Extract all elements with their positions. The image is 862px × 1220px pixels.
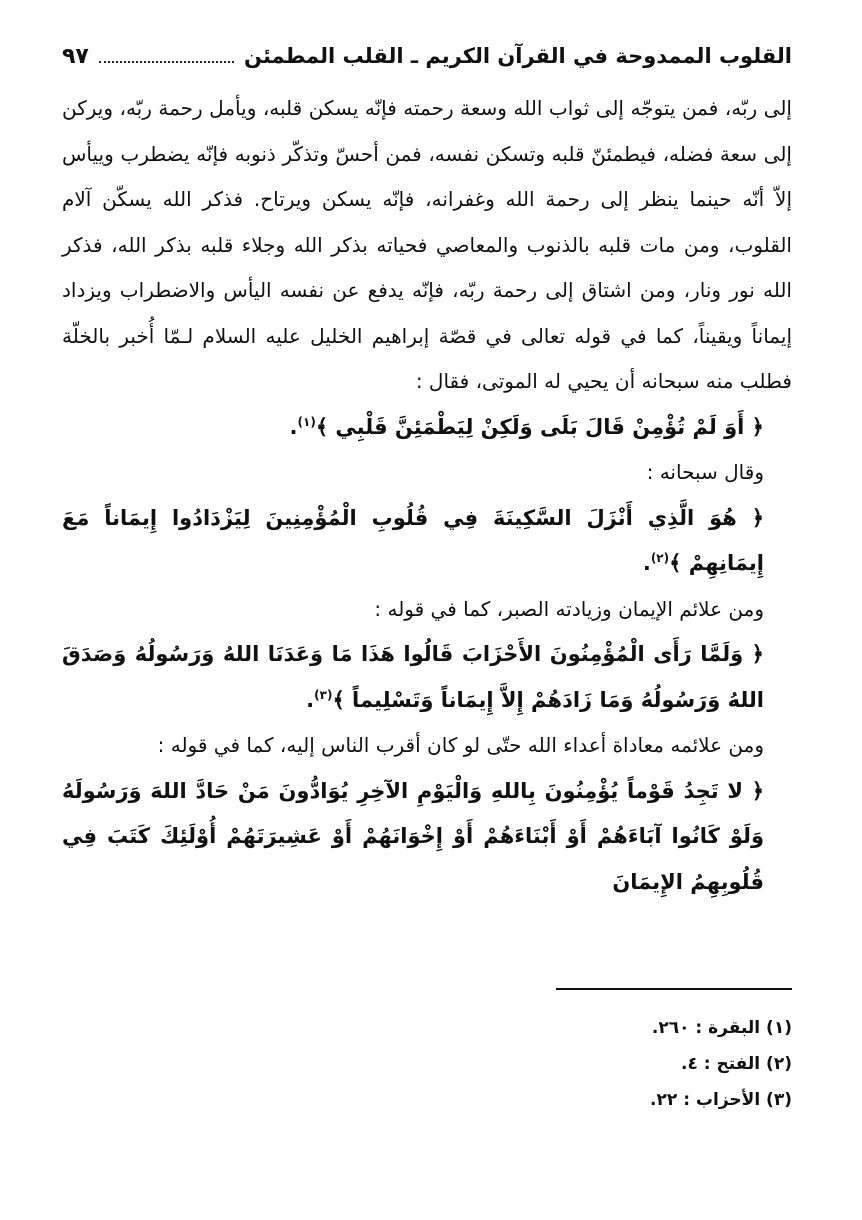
paragraph-3: ومن علائم الإيمان وزيادته الصبر، كما في قوله : bbox=[374, 596, 764, 621]
quran-verse-2: ﴿ هُوَ الَّذِي أَنْزَلَ السَّكِينَةَ فِي قُلُوبِ الْمُؤْمِنِينَ لِيَزْدَادُوا إِيمَاناً مَعَ إِيمَانِهِمْ ﴾$^{(٢)}$. bbox=[62, 505, 764, 575]
quran-verse-1: ﴿ أَوَ لَمْ تُؤْمِنْ قَالَ بَلَى وَلَكِنْ لِيَطْمَئِنَّ قَلْبِي ﴾$^{(١)}$. bbox=[289, 414, 764, 439]
quran-verse-3: ﴿ وَلَمَّا رَأَى الْمُؤْمِنُونَ الأَحْزَابَ قَالُوا هَذَا مَا وَعَدَنَا اللهُ وَرَسُولُهُ وَصَدَقَ اللهُ وَرَسُولُهُ وَمَا زَادَهُمْ إِلاَّ إِيمَاناً وَتَسْلِيماً ﴾$^{(٣)}$. bbox=[62, 642, 764, 712]
quran-verse-4: ﴿ لا تَجِدُ قَوْماً يُؤْمِنُونَ بِاللهِ وَالْيَوْمِ الآخِرِ يُوَادُّونَ مَنْ حَادَّ اللهَ وَرَسُولَهُ وَلَوْ كَانُوا آبَاءَهُمْ أَوْ أَبْنَاءَهُمْ أَوْ إِخْوَانَهُمْ أَوْ عَشِيرَتَهُمْ أُوْلَئِكَ كَتَبَ فِي قُلُوبِهِمُ الإِيمَانَ bbox=[62, 778, 764, 894]
footnote-separator bbox=[556, 988, 792, 990]
running-title: القلوب الممدوحة في القرآن الكريم ـ القلب المطمئن bbox=[244, 44, 792, 68]
footnote-2: (٢) الفتح : ٤. bbox=[681, 1054, 792, 1074]
footnote-ref-3: (٣) bbox=[314, 687, 333, 702]
footnotes bbox=[392, 1010, 792, 1118]
quran-verse-1-text: ﴿ أَوَ لَمْ تُؤْمِنْ قَالَ بَلَى وَلَكِنْ لِيَطْمَئِنَّ قَلْبِي ﴾ bbox=[315, 414, 764, 439]
footnote-3: (٣) الأحزاب : ٢٢. bbox=[650, 1090, 792, 1110]
paragraph-2: وقال سبحانه : bbox=[646, 460, 764, 484]
quran-verse-3-text: ﴿ وَلَمَّا رَأَى الْمُؤْمِنُونَ الأَحْزَابَ قَالُوا هَذَا مَا وَعَدَنَا اللهُ وَرَسُولُهُ وَصَدَقَ اللهُ وَرَسُولُهُ وَمَا زَادَهُمْ إِلاَّ إِيمَاناً وَتَسْلِيماً ﴾ bbox=[62, 642, 764, 712]
body-text bbox=[62, 86, 792, 905]
page-header bbox=[62, 30, 792, 82]
header-leader-dots bbox=[99, 61, 234, 63]
footnote-ref-1: (١) bbox=[297, 414, 316, 429]
footnote-ref-2: (٢) bbox=[650, 551, 670, 565]
book-page bbox=[62, 30, 792, 905]
paragraph-1: إلى ربّه، فمن يتوجّه إلى ثواب الله وسعة رحمته فإنّه يسكن قلبه، ويأمل رحمة ربّه، ويركن إلى سعة فضله، فيطمئنّ قلبه وتسكن نفسه، فمن أحسّ وتذكّر ذنوبه فإنّه يضطرب وييأس إلاّ أنّه حينما ينظر إلى رحمة الله وغفرانه، فإنّه يسكن ويرتاح. فذكر الله يسكّن آلام القلوب، ومن مات قلبه بالذنوب والمعاصي فحياته بذكر الله وجلاء قلبه بذكر الله، فذكر الله نور ونار، ومن اشتاق إلى رحمة ربّه، فإنّه يدفع عن نفسه اليأس والاضطراب ويزداد إيماناً ويقيناً، كما في قوله تعالى في قصّة إبراهيم الخليل عليه السلام لـمّا أُخبر بالخلّة فطلب منه سبحانه أن يحيي له الموتى، فقال : bbox=[62, 96, 792, 393]
paragraph-4: ومن علائمه معاداة أعداء الله حتّى لو كان أقرب الناس إليه، كما في قوله : bbox=[157, 733, 764, 757]
footnote-1: (١) البقرة : ٢٦٠. bbox=[651, 1018, 792, 1038]
page-number: ٩٧ bbox=[62, 43, 89, 69]
quran-verse-2-text: ﴿ هُوَ الَّذِي أَنْزَلَ السَّكِينَةَ فِي قُلُوبِ الْمُؤْمِنِينَ لِيَزْدَادُوا إِيمَاناً مَعَ إِيمَانِهِمْ ﴾ bbox=[62, 505, 764, 575]
